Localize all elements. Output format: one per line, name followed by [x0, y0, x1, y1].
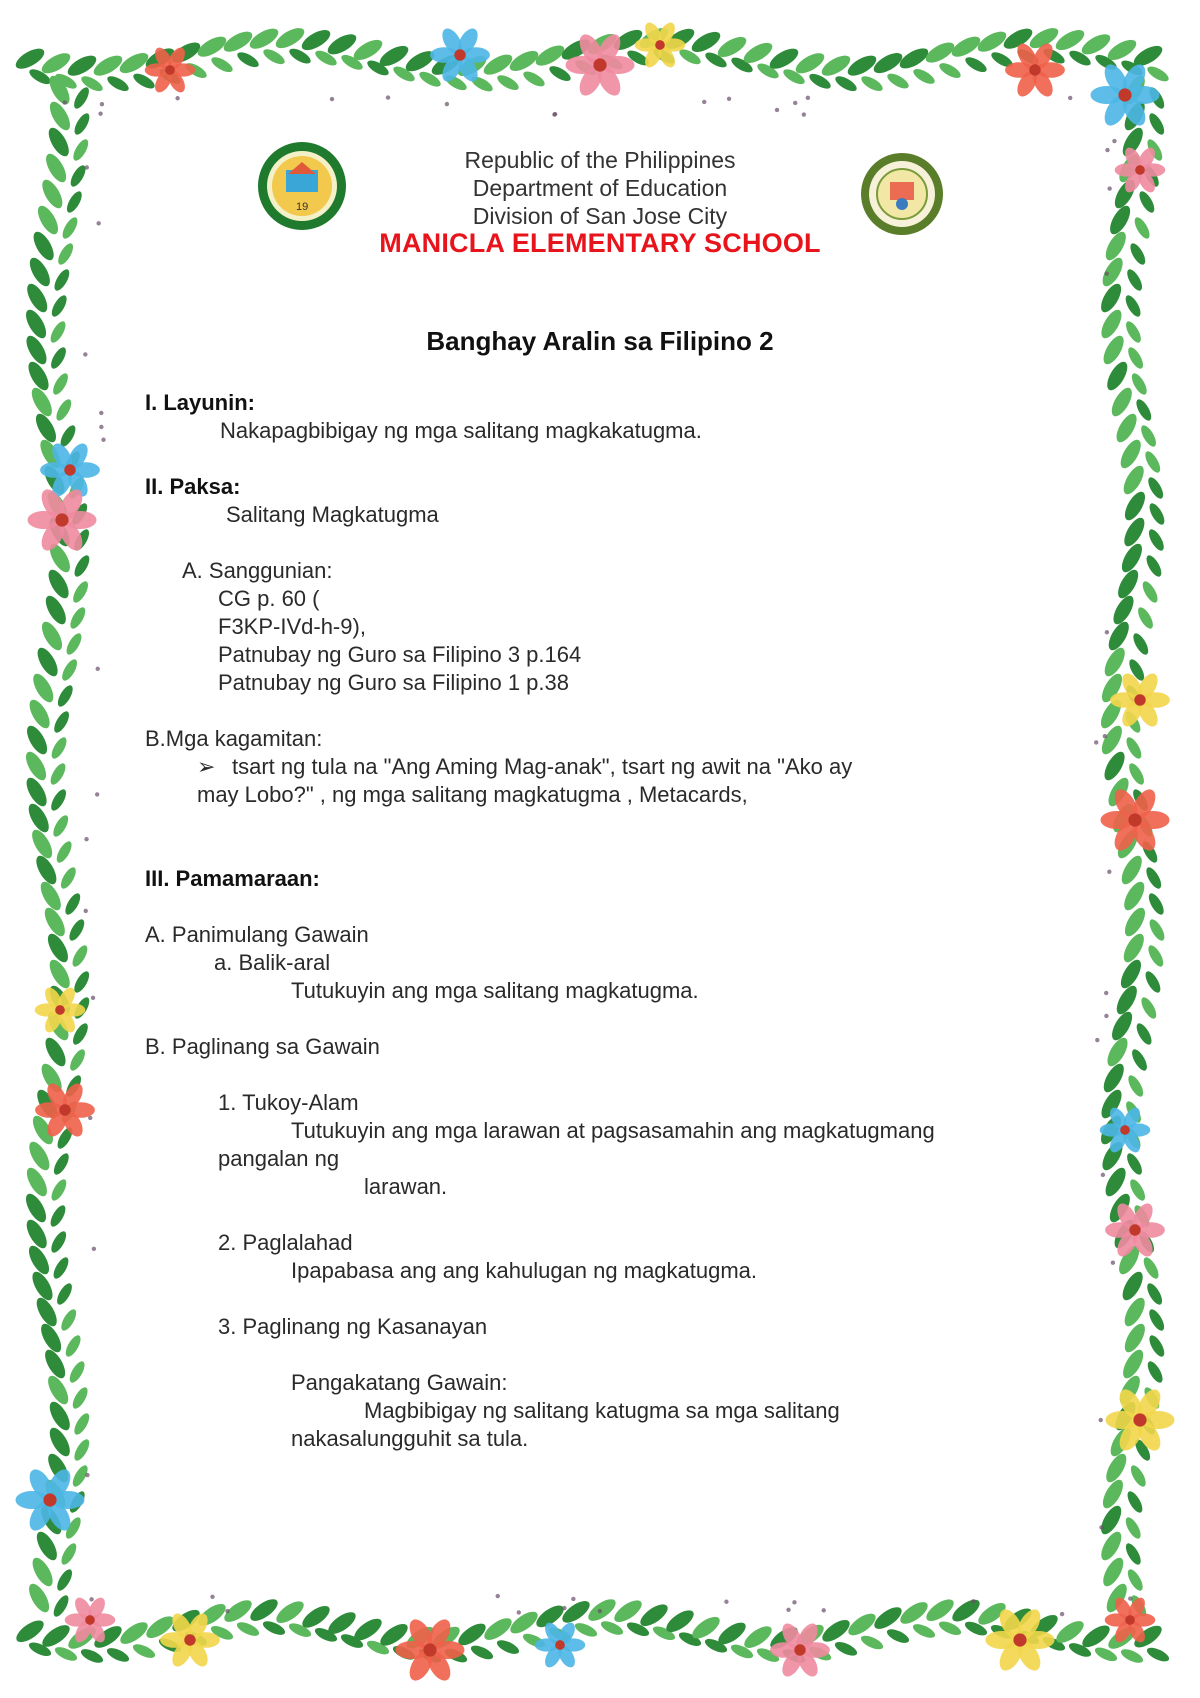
kagamitan-line-2: may Lobo?" , ng mga salitang magkatugma , Metacards, — [197, 782, 748, 807]
dot-decoration — [84, 837, 88, 841]
leaf-icon — [48, 1203, 69, 1229]
leaf-icon — [1125, 345, 1146, 371]
leaf-icon — [51, 709, 72, 735]
leaf-icon — [46, 1399, 74, 1434]
paglinang-kasanayan-label: 3. Paglinang ng Kasanayan — [218, 1314, 488, 1339]
dot-decoration — [98, 111, 102, 115]
leaf-icon — [235, 1619, 261, 1638]
flower-center-icon — [593, 58, 606, 71]
leaf-icon — [1100, 1061, 1128, 1096]
flower-center-icon — [165, 65, 175, 75]
leaf-icon — [1141, 1255, 1162, 1281]
tukoy-alam-body-3: larawan. — [364, 1174, 448, 1199]
leaf-icon — [66, 917, 87, 943]
leaf-icon — [923, 1595, 957, 1625]
leaf-icon — [48, 345, 69, 371]
leaf-icon — [559, 1597, 593, 1627]
leaf-icon — [1137, 189, 1158, 215]
flower-center-icon — [1135, 165, 1145, 175]
leaf-icon — [1121, 905, 1149, 940]
leaf-icon — [209, 54, 235, 75]
leaf-icon — [1125, 1567, 1146, 1593]
leaf-icon — [1119, 1646, 1145, 1665]
leaf-icon — [1119, 1347, 1147, 1382]
dot-decoration — [1095, 1038, 1099, 1042]
sanggunian-label: A. Sanggunian: — [182, 558, 333, 583]
dot-decoration — [702, 100, 706, 104]
header-republic: Republic of the Philippines — [464, 147, 736, 173]
leaf-icon — [1145, 64, 1171, 85]
dot-decoration — [330, 97, 334, 101]
leaf-icon — [859, 1633, 885, 1652]
leaf-icon — [67, 1359, 88, 1385]
flower-center-icon — [64, 464, 75, 475]
leaf-icon — [72, 553, 93, 579]
leaf-icon — [1138, 995, 1159, 1021]
dot-decoration — [83, 352, 87, 356]
leaf-icon — [1124, 1151, 1145, 1177]
leaf-icon — [1123, 1541, 1144, 1567]
dot-decoration — [517, 1610, 521, 1614]
leaf-icon — [871, 1603, 905, 1633]
leaf-icon — [60, 215, 81, 241]
leaf-icon — [1145, 1645, 1171, 1664]
dot-decoration — [85, 1473, 89, 1477]
leaf-icon — [859, 73, 885, 94]
balik-aral-label: a. Balik-aral — [214, 950, 331, 975]
leaf-icon — [46, 99, 74, 134]
dot-decoration — [1104, 1014, 1108, 1018]
balik-aral-body: Tutukuyin ang mga salitang magkatugma. — [291, 978, 699, 1003]
flower-center-icon — [184, 1634, 195, 1645]
section-paksa-heading: II. Paksa: — [145, 474, 241, 499]
dot-decoration — [1107, 186, 1111, 190]
tukoy-alam-label: 1. Tukoy-Alam — [218, 1090, 359, 1115]
leaf-icon — [70, 1385, 91, 1411]
leaf-icon — [1121, 1321, 1149, 1356]
leaf-icon — [52, 267, 73, 293]
dot-decoration — [175, 96, 179, 100]
leaf-icon — [51, 1255, 72, 1281]
leaf-icon — [819, 1616, 853, 1646]
header-department: Department of Education — [472, 175, 728, 201]
leaf-icon — [79, 1646, 105, 1665]
leaf-icon — [64, 189, 85, 215]
leaf-icon — [22, 1191, 50, 1226]
dot-decoration — [88, 1116, 92, 1120]
section-paksa-body: Salitang Magkatugma — [226, 502, 439, 527]
division-seal-logo — [860, 152, 944, 236]
leaf-icon — [1128, 1463, 1149, 1489]
leaf-icon — [1146, 1307, 1167, 1333]
leaf-icon — [53, 397, 74, 423]
leaf-icon — [1147, 917, 1168, 943]
leaf-icon — [1127, 1177, 1148, 1203]
kagamitan-label: B.Mga kagamitan: — [145, 726, 323, 751]
dot-decoration — [571, 1597, 575, 1601]
leaf-icon — [23, 1217, 51, 1252]
leaf-icon — [1120, 931, 1148, 966]
leaf-icon — [51, 1593, 72, 1619]
leaf-icon — [49, 735, 70, 761]
kagamitan-bullet-icon: ➢ — [197, 754, 216, 779]
tukoy-alam-body-2: pangalan ng — [218, 1146, 340, 1171]
leaf-icon — [64, 631, 85, 657]
document-title: Banghay Aralin sa Filipino 2 — [426, 326, 774, 356]
leaf-icon — [54, 839, 75, 865]
dot-decoration — [100, 102, 104, 106]
panimulang-gawain-label: A. Panimulang Gawain — [145, 922, 369, 947]
dot-decoration — [92, 1247, 96, 1251]
leaf-icon — [62, 891, 83, 917]
paglalahad-body: Ipapabasa ang ang kahulugan ng magkatugma. — [291, 1258, 758, 1283]
leaf-icon — [1147, 1333, 1168, 1359]
dot-decoration — [210, 1595, 214, 1599]
dot-decoration — [96, 667, 100, 671]
flower-center-icon — [55, 513, 68, 526]
leaf-icon — [1126, 761, 1147, 787]
leaf-icon — [1125, 1489, 1146, 1515]
dot-decoration — [1104, 271, 1108, 275]
leaf-icon — [71, 1411, 92, 1437]
leaf-icon — [937, 1619, 963, 1638]
leaf-icon — [247, 1595, 281, 1625]
leaf-icon — [24, 359, 52, 394]
leaf-icon — [46, 957, 74, 992]
leaf-icon — [23, 775, 51, 810]
dot-decoration — [724, 1600, 728, 1604]
leaf-icon — [70, 137, 91, 163]
leaf-icon — [845, 52, 880, 80]
leaf-icon — [937, 60, 963, 81]
leaf-icon — [55, 241, 76, 267]
leaf-icon — [1147, 501, 1168, 527]
leaf-icon — [105, 73, 131, 94]
pangakatang-gawain-body-2: nakasalungguhit sa tula. — [291, 1426, 529, 1451]
dot-decoration — [562, 1606, 566, 1610]
header-division: Division of San Jose City — [472, 203, 728, 229]
leaf-icon — [833, 1639, 859, 1658]
leaf-icon — [1135, 605, 1156, 631]
flower-center-icon — [1125, 1615, 1135, 1625]
leaf-icon — [1097, 281, 1125, 316]
leaf-icon — [1144, 1281, 1165, 1307]
leaf-icon — [897, 1598, 931, 1628]
flower-center-icon — [655, 40, 665, 50]
dot-decoration — [727, 97, 731, 101]
leaf-icon — [949, 1596, 983, 1626]
flower-center-icon — [1118, 88, 1131, 101]
leaf-icon — [833, 73, 859, 94]
leaf-icon — [71, 1437, 92, 1463]
leaf-icon — [885, 71, 911, 92]
leaf-icon — [131, 1641, 157, 1660]
leaf-icon — [22, 307, 50, 342]
leaf-icon — [845, 1610, 879, 1640]
flower-center-icon — [59, 1104, 70, 1115]
dot-decoration — [1068, 96, 1072, 100]
leaf-icon — [521, 69, 547, 90]
leaf-icon — [495, 72, 521, 93]
leaf-icon — [22, 333, 50, 368]
paglinang-gawain-label: B. Paglinang sa Gawain — [145, 1034, 380, 1059]
flower-center-icon — [1029, 64, 1040, 75]
leaf-icon — [63, 1333, 84, 1359]
dot-decoration — [1099, 1418, 1103, 1422]
flower-center-icon — [55, 1005, 65, 1015]
leaf-icon — [1129, 371, 1150, 397]
leaf-icon — [1145, 475, 1166, 501]
leaf-icon — [1099, 1477, 1127, 1512]
leaf-icon — [1134, 1021, 1155, 1047]
leaf-icon — [1146, 527, 1167, 553]
section-layunin-body: Nakapagbibigay ng mga salitang magkakatugma. — [220, 418, 702, 443]
leaf-icon — [50, 371, 71, 397]
dot-decoration — [598, 1609, 602, 1613]
dot-decoration — [822, 1608, 826, 1612]
leaf-icon — [51, 1151, 72, 1177]
leaf-icon — [247, 25, 282, 53]
leaf-icon — [48, 761, 69, 787]
leaf-icon — [1118, 541, 1146, 576]
school-name: MANICLA ELEMENTARY SCHOOL — [379, 228, 821, 258]
dot-decoration — [101, 438, 105, 442]
leaf-icon — [72, 111, 93, 137]
dot-decoration — [1111, 1261, 1115, 1265]
leaf-icon — [1124, 267, 1145, 293]
leaf-icon — [573, 1620, 599, 1639]
leaf-icon — [117, 1618, 151, 1648]
flower-center-icon — [1129, 1224, 1140, 1235]
leaf-icon — [1145, 1359, 1166, 1385]
leaf-icon — [911, 1621, 937, 1640]
leaf-icon — [25, 1243, 53, 1278]
dot-decoration — [1103, 734, 1107, 738]
leaf-icon — [1125, 1073, 1146, 1099]
kagamitan-line-1: tsart ng tula na "Ang Aming Mag-anak", tsart ng awit na "Ako ay — [232, 754, 853, 779]
dot-decoration — [496, 1594, 500, 1598]
leaf-icon — [261, 46, 287, 67]
leaf-icon — [50, 813, 71, 839]
dot-decoration — [1104, 991, 1108, 995]
sanggunian-line-4: Patnubay ng Guro sa Filipino 1 p.38 — [218, 670, 570, 695]
dot-decoration — [386, 95, 390, 99]
leaf-icon — [13, 1616, 47, 1646]
leaf-icon — [49, 293, 70, 319]
dot-decoration — [1107, 870, 1111, 874]
leaf-icon — [741, 1622, 775, 1652]
dot-decoration — [62, 100, 66, 104]
dot-decoration — [775, 108, 779, 112]
dot-decoration — [802, 112, 806, 116]
leaf-icon — [963, 54, 989, 75]
dot-decoration — [84, 909, 88, 913]
leaf-icon — [49, 1177, 70, 1203]
dot-decoration — [1099, 1525, 1103, 1529]
leaf-icon — [911, 66, 937, 87]
leaf-icon — [54, 1281, 75, 1307]
leaf-icon — [1097, 1503, 1125, 1538]
dot-decoration — [1060, 1612, 1064, 1616]
flower-center-icon — [1128, 813, 1141, 826]
leaf-icon — [1121, 489, 1149, 524]
flower-center-icon — [1133, 1413, 1146, 1426]
flower-center-icon — [1120, 1125, 1130, 1135]
leaf-icon — [481, 1614, 515, 1644]
flower-center-icon — [43, 1493, 56, 1506]
sanggunian-line-3: Patnubay ng Guro sa Filipino 3 p.164 — [218, 642, 582, 667]
leaf-icon — [48, 319, 69, 345]
paglalahad-label: 2. Paglalahad — [218, 1230, 353, 1255]
pangakatang-gawain-body-1: Magbibigay ng salitang katugma sa mga salitang — [364, 1398, 840, 1423]
leaf-icon — [469, 1643, 495, 1662]
flower-center-icon — [1013, 1633, 1026, 1646]
leaf-icon — [1124, 735, 1145, 761]
dot-decoration — [971, 1599, 975, 1603]
leaf-icon — [273, 1597, 307, 1627]
leaf-icon — [59, 1541, 80, 1567]
leaf-icon — [1123, 319, 1144, 345]
dot-decoration — [1105, 148, 1109, 152]
leaf-icon — [1138, 423, 1159, 449]
leaf-icon — [48, 1229, 69, 1255]
leaf-icon — [1101, 645, 1129, 680]
leaf-icon — [611, 1596, 645, 1626]
leaf-icon — [1140, 579, 1161, 605]
leaf-icon — [70, 579, 91, 605]
dot-decoration — [1128, 1596, 1132, 1600]
leaf-icon — [22, 749, 50, 784]
leaf-icon — [58, 1307, 79, 1333]
dot-decoration — [95, 792, 99, 796]
leaf-icon — [495, 1637, 521, 1656]
leaf-icon — [1142, 449, 1163, 475]
leaf-icon — [1127, 241, 1148, 267]
leaf-icon — [1132, 215, 1153, 241]
flower-center-icon — [85, 1615, 95, 1625]
leaf-icon — [1143, 969, 1164, 995]
leaf-icon — [55, 683, 76, 709]
leaf-icon — [1130, 631, 1151, 657]
dot-decoration — [91, 996, 95, 1000]
leaf-icon — [885, 1626, 911, 1645]
leaf-icon — [67, 1047, 88, 1073]
dot-decoration — [89, 1597, 93, 1601]
leaf-icon — [1146, 111, 1167, 137]
leaf-icon — [1117, 957, 1145, 992]
dot-decoration — [225, 1609, 229, 1613]
leaf-icon — [70, 943, 91, 969]
leaf-icon — [25, 801, 53, 836]
dot-decoration — [792, 1600, 796, 1604]
flower-center-icon — [423, 1643, 436, 1656]
leaf-icon — [44, 1373, 72, 1408]
leaf-icon — [71, 85, 92, 111]
leaf-icon — [1145, 943, 1166, 969]
section-pamamaraan-heading: III. Pamamaraan: — [145, 866, 320, 891]
dot-decoration — [552, 112, 556, 116]
leaf-icon — [507, 1608, 541, 1638]
dot-decoration — [96, 221, 100, 225]
leaf-icon — [105, 1645, 131, 1664]
sanggunian-line-2: F3KP-IVd-h-9), — [218, 614, 366, 639]
leaf-icon — [58, 865, 79, 891]
leaf-icon — [1143, 865, 1164, 891]
leaf-icon — [585, 1595, 619, 1625]
leaf-icon — [1144, 553, 1165, 579]
flower-center-icon — [555, 1640, 565, 1650]
leaf-icon — [1120, 515, 1148, 550]
pangakatang-gawain-label: Pangakatang Gawain: — [291, 1370, 508, 1395]
dot-decoration — [85, 165, 89, 169]
leaf-icon — [59, 657, 80, 683]
leaf-icon — [1123, 1515, 1144, 1541]
flower-center-icon — [454, 49, 465, 60]
section-layunin-heading: I. Layunin: — [145, 390, 255, 415]
leaf-icon — [48, 787, 69, 813]
dot-decoration — [445, 102, 449, 106]
leaf-icon — [41, 905, 69, 940]
dot-decoration — [1112, 139, 1116, 143]
flower-center-icon — [1134, 694, 1145, 705]
tukoy-alam-body-1: Tutukuyin ang mga larawan at pagsasamahin ang magkatugmang — [291, 1118, 935, 1143]
leaf-icon — [1123, 293, 1144, 319]
leaf-icon — [235, 49, 261, 70]
school-seal-logo — [256, 140, 348, 232]
flower-center-icon — [794, 1644, 805, 1655]
leaf-icon — [67, 605, 88, 631]
leaf-icon — [41, 1347, 69, 1382]
seal-year-text: 19 — [296, 201, 309, 213]
leaf-icon — [46, 1425, 74, 1460]
leaf-icon — [44, 931, 72, 966]
leaf-icon — [1129, 1047, 1150, 1073]
dot-decoration — [99, 411, 103, 415]
leaf-icon — [54, 1567, 75, 1593]
dot-decoration — [806, 96, 810, 100]
leaf-icon — [1099, 255, 1127, 290]
dot-decoration — [1094, 740, 1098, 744]
dot-decoration — [786, 1608, 790, 1612]
dot-decoration — [1101, 1173, 1105, 1177]
leaf-icon — [91, 52, 126, 80]
dot-decoration — [99, 425, 103, 429]
leaf-icon — [1146, 891, 1167, 917]
dot-decoration — [793, 101, 797, 105]
dot-decoration — [1105, 630, 1109, 634]
sanggunian-line-1: CG p. 60 ( — [218, 586, 320, 611]
